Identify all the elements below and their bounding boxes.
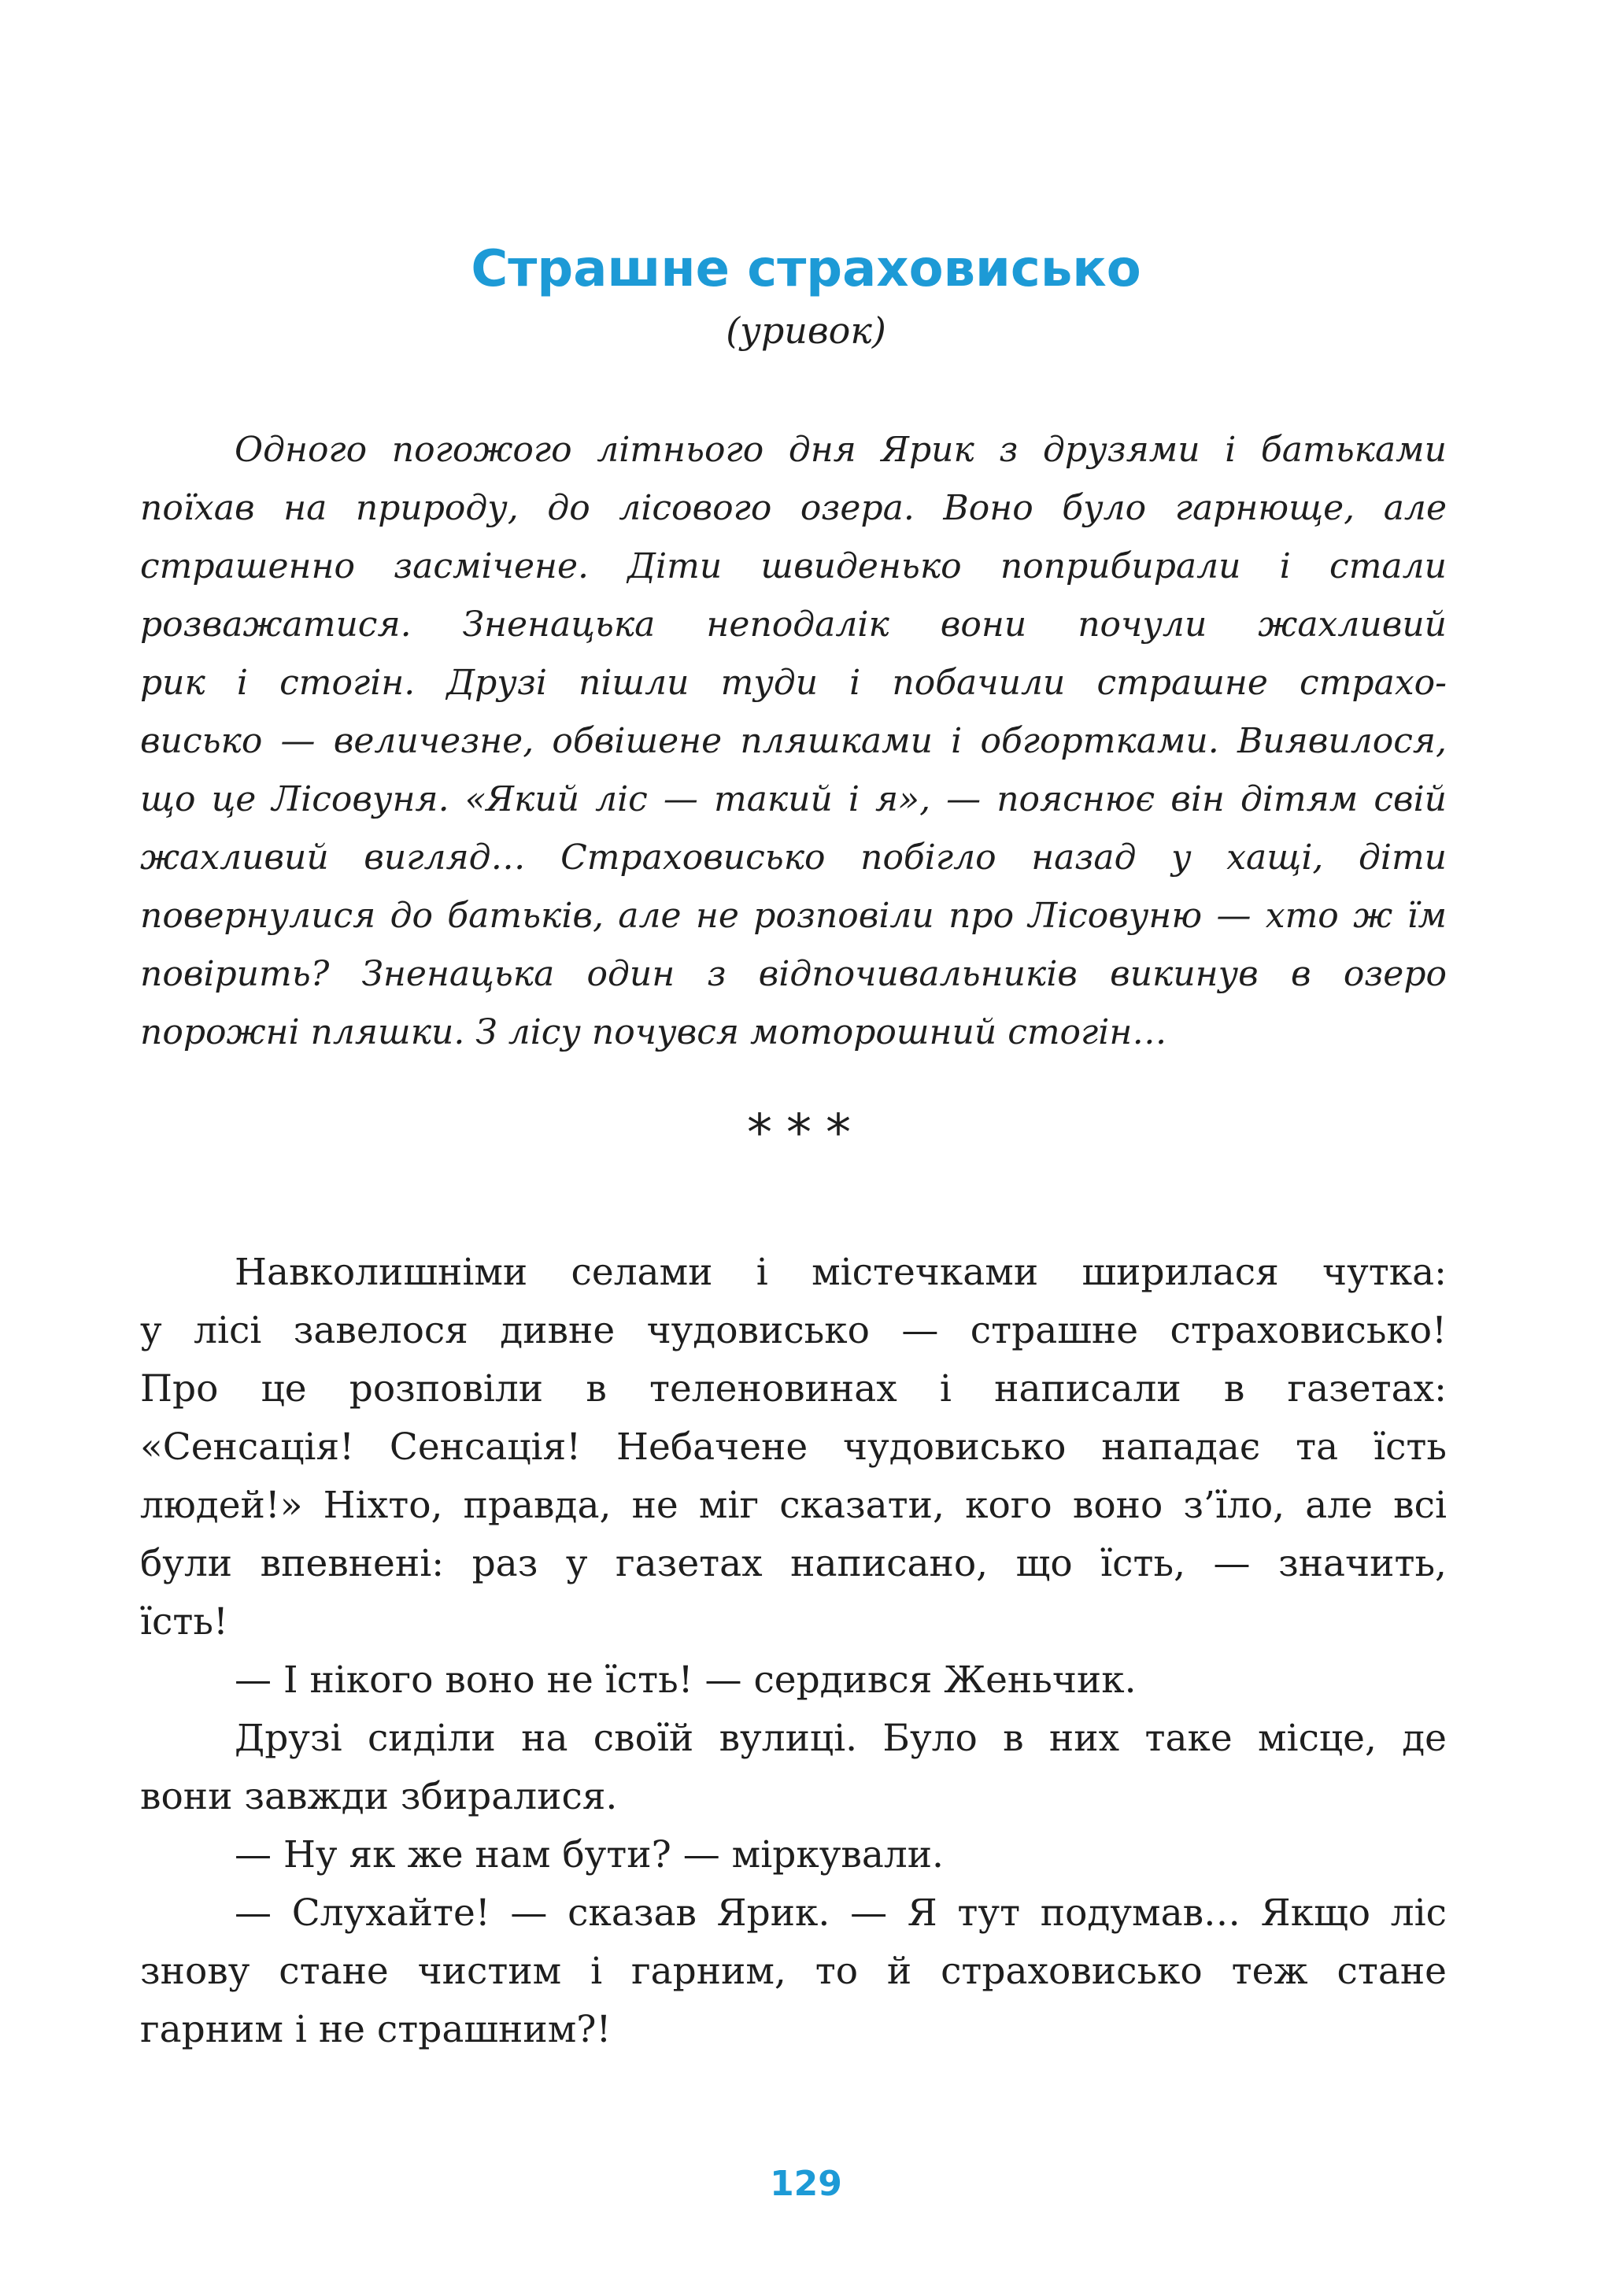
story-subtitle: (уривок) (726, 309, 886, 352)
section-separator: *** (747, 1104, 865, 1163)
intro-line: висько — величезне, обвішене пляшками і обгортками. Виявилося, (140, 721, 1447, 761)
story-line: вони завжди збиралися. (140, 1775, 618, 1818)
story-line: «Сенсація! Сенсація! Небачене чудовисько нападає та їсть (140, 1425, 1447, 1469)
story-line: людей!» Ніхто, правда, не міг сказати, кого воно з’їло, але всі (140, 1484, 1447, 1527)
intro-line: жахливий вигляд… Страховисько побігло назад у хащі, діти (140, 837, 1447, 878)
story-line: — І нікого воно не їсть! — сердився Женьчик. (235, 1658, 1137, 1702)
intro-line: Одного погожого літнього дня Ярик з друзями і батьками (235, 430, 1447, 470)
intro-line: розважатися. Зненацька неподалік вони почули жахливий (140, 605, 1447, 645)
intro-summary (140, 421, 1447, 1062)
intro-line: повернулися до батьків, але не розповіли про Лісовуню — хто ж їм (140, 896, 1447, 936)
story-line: були впевнені: раз у газетах написано, що їсть, — значить, (140, 1542, 1447, 1585)
intro-line: повірить? Зненацька один з відпочивальників викинув в озеро (140, 954, 1447, 994)
intro-line: поїхав на природу, до лісового озера. Воно було гарнюще, але (140, 488, 1447, 528)
story-line: їсть! (140, 1600, 228, 1643)
story-line: Навколишніми селами і містечками ширилася чутка: (235, 1251, 1447, 1294)
intro-line: страшенно засмічене. Діти швиденько поприбирали і стали (140, 546, 1447, 586)
story-line: Про це розповіли в теленовинах і написали в газетах: (140, 1367, 1447, 1411)
story-line: знову стане чистим і гарним, то й страховисько теж стане (140, 1950, 1447, 1993)
story-line: Друзі сиділи на своїй вулиці. Було в них таке місце, де (235, 1717, 1447, 1760)
story-title: Страшне страховисько (471, 240, 1141, 298)
page-number: 129 (770, 2164, 842, 2204)
intro-line: що це Лісовуня. «Який ліс — такий і я», — пояснює він дітям свій (140, 779, 1447, 819)
story-line: — Слухайте! — сказав Ярик. — Я тут подумав… Якщо ліс (235, 1891, 1447, 1935)
story-text (140, 1244, 1447, 2059)
story-line: гарним і не страшним?! (140, 2008, 612, 2051)
story-line: у лісі завелося дивне чудовисько — страшне страховисько! (140, 1309, 1447, 1352)
story-line: — Ну як же нам бути? — міркували. (235, 1833, 944, 1876)
intro-line: рик і стогін. Друзі пішли туди і побачили страшне страхо- (140, 663, 1447, 703)
intro-line: порожні пляшки. З лісу почувся моторошний стогін… (140, 1012, 1167, 1052)
